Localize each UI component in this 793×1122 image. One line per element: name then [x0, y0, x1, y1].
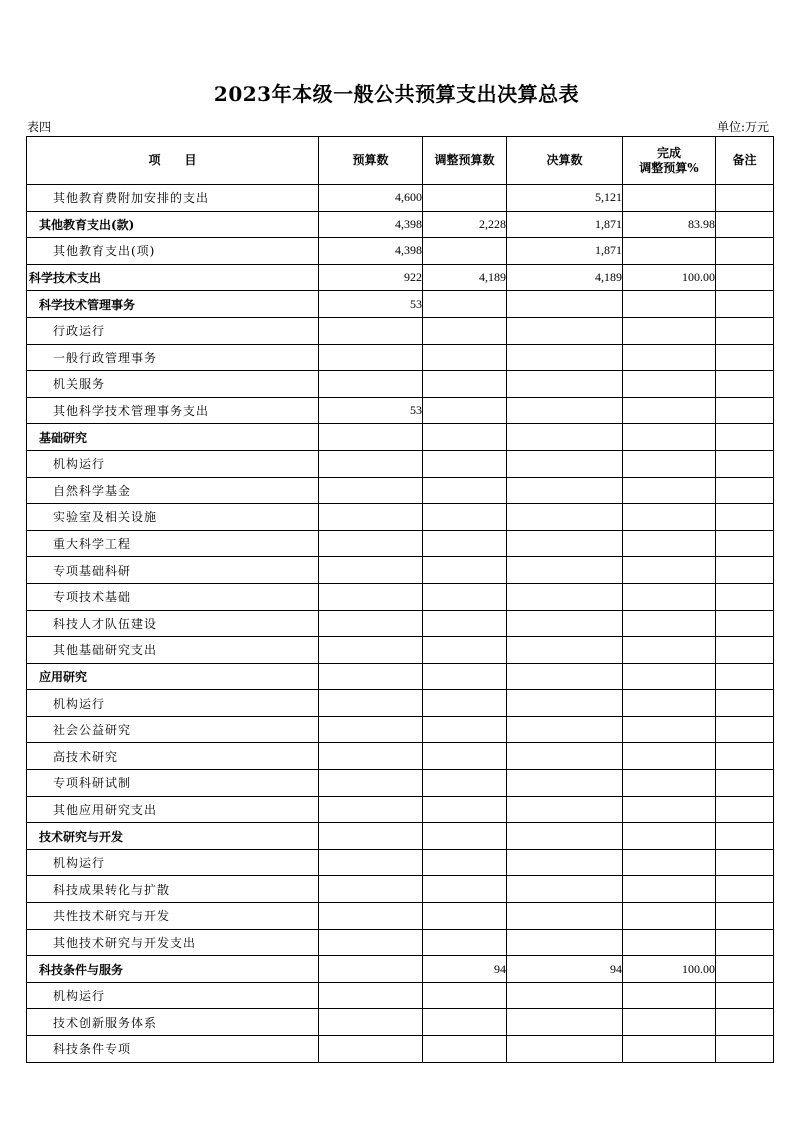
cell-remarks — [716, 1009, 774, 1036]
cell-adjusted: 2,228 — [423, 211, 507, 238]
cell-completion — [623, 185, 716, 212]
cell-remarks — [716, 716, 774, 743]
cell-budget — [319, 849, 423, 876]
table-header — [27, 137, 774, 185]
cell-item-name: 机构运行 — [27, 450, 319, 477]
table-body — [27, 185, 774, 1063]
cell-remarks — [716, 663, 774, 690]
cell-completion — [623, 903, 716, 930]
cell-budget — [319, 424, 423, 451]
table-row — [27, 637, 774, 664]
cell-adjusted — [423, 504, 507, 531]
cell-final — [507, 317, 623, 344]
cell-budget — [319, 450, 423, 477]
cell-adjusted — [423, 1009, 507, 1036]
cell-item-name: 专项科研试制 — [27, 770, 319, 797]
cell-budget — [319, 344, 423, 371]
cell-final — [507, 982, 623, 1009]
header-budget: 预算数 — [319, 137, 423, 185]
cell-final — [507, 716, 623, 743]
cell-budget — [319, 504, 423, 531]
cell-remarks — [716, 796, 774, 823]
table-row — [27, 371, 774, 398]
cell-adjusted — [423, 876, 507, 903]
cell-budget — [319, 637, 423, 664]
cell-remarks — [716, 371, 774, 398]
cell-adjusted — [423, 477, 507, 504]
cell-final — [507, 291, 623, 318]
cell-remarks — [716, 504, 774, 531]
cell-remarks — [716, 238, 774, 265]
cell-final — [507, 530, 623, 557]
cell-remarks — [716, 982, 774, 1009]
table-label: 表四 — [27, 120, 52, 134]
cell-item-name: 其他基础研究支出 — [27, 637, 319, 664]
cell-remarks — [716, 557, 774, 584]
budget-table — [26, 136, 774, 1063]
cell-item-name: 行政运行 — [27, 317, 319, 344]
table-row — [27, 477, 774, 504]
cell-remarks — [716, 743, 774, 770]
cell-item-name: 重大科学工程 — [27, 530, 319, 557]
cell-completion: 100.00 — [623, 956, 716, 983]
cell-budget: 53 — [319, 397, 423, 424]
cell-remarks — [716, 929, 774, 956]
cell-completion — [623, 424, 716, 451]
table-row — [27, 663, 774, 690]
cell-remarks — [716, 424, 774, 451]
table-row — [27, 450, 774, 477]
cell-final — [507, 477, 623, 504]
cell-final — [507, 450, 623, 477]
cell-adjusted — [423, 929, 507, 956]
cell-final — [507, 929, 623, 956]
cell-item-name: 专项技术基础 — [27, 583, 319, 610]
cell-adjusted — [423, 397, 507, 424]
cell-completion — [623, 876, 716, 903]
table-row — [27, 583, 774, 610]
cell-completion — [623, 530, 716, 557]
cell-remarks — [716, 264, 774, 291]
cell-final — [507, 397, 623, 424]
cell-remarks — [716, 450, 774, 477]
cell-adjusted — [423, 583, 507, 610]
table-row — [27, 344, 774, 371]
cell-remarks — [716, 185, 774, 212]
header-completion-line1: 完成 — [656, 145, 681, 160]
cell-remarks — [716, 211, 774, 238]
cell-remarks — [716, 956, 774, 983]
cell-adjusted — [423, 690, 507, 717]
cell-item-name: 技术创新服务体系 — [27, 1009, 319, 1036]
cell-completion — [623, 743, 716, 770]
cell-final — [507, 344, 623, 371]
cell-budget — [319, 770, 423, 797]
table-row — [27, 557, 774, 584]
cell-item-name: 其他技术研究与开发支出 — [27, 929, 319, 956]
cell-item-name: 专项基础科研 — [27, 557, 319, 584]
cell-final — [507, 876, 623, 903]
table-row — [27, 849, 774, 876]
cell-item-name: 科学技术支出 — [27, 264, 319, 291]
cell-item-name: 机关服务 — [27, 371, 319, 398]
cell-completion — [623, 477, 716, 504]
cell-budget — [319, 796, 423, 823]
cell-budget — [319, 317, 423, 344]
cell-final — [507, 796, 623, 823]
cell-remarks — [716, 823, 774, 850]
table-row — [27, 716, 774, 743]
cell-adjusted — [423, 317, 507, 344]
cell-completion — [623, 716, 716, 743]
cell-item-name: 科技条件与服务 — [27, 956, 319, 983]
cell-completion — [623, 929, 716, 956]
cell-item-name: 其他科学技术管理事务支出 — [27, 397, 319, 424]
cell-remarks — [716, 1036, 774, 1063]
cell-adjusted — [423, 743, 507, 770]
table-row — [27, 530, 774, 557]
cell-budget — [319, 903, 423, 930]
cell-item-name: 科技成果转化与扩散 — [27, 876, 319, 903]
cell-budget — [319, 956, 423, 983]
cell-adjusted — [423, 610, 507, 637]
table-row — [27, 823, 774, 850]
cell-item-name: 实验室及相关设施 — [27, 504, 319, 531]
cell-completion — [623, 371, 716, 398]
cell-item-name: 其他教育支出(款) — [27, 211, 319, 238]
cell-final: 1,871 — [507, 211, 623, 238]
cell-budget — [319, 610, 423, 637]
table-row — [27, 929, 774, 956]
cell-final — [507, 1036, 623, 1063]
cell-completion: 83.98 — [623, 211, 716, 238]
cell-completion — [623, 238, 716, 265]
cell-final — [507, 1009, 623, 1036]
cell-budget — [319, 929, 423, 956]
cell-final: 4,189 — [507, 264, 623, 291]
cell-item-name: 科学技术管理事务 — [27, 291, 319, 318]
cell-budget — [319, 716, 423, 743]
cell-final — [507, 903, 623, 930]
cell-remarks — [716, 770, 774, 797]
cell-final — [507, 663, 623, 690]
cell-final — [507, 557, 623, 584]
cell-completion — [623, 504, 716, 531]
cell-adjusted — [423, 823, 507, 850]
cell-remarks — [716, 344, 774, 371]
cell-budget: 4,600 — [319, 185, 423, 212]
header-remarks: 备注 — [716, 137, 774, 185]
cell-adjusted — [423, 770, 507, 797]
table-row — [27, 397, 774, 424]
table-row — [27, 610, 774, 637]
cell-budget — [319, 477, 423, 504]
cell-final — [507, 504, 623, 531]
cell-adjusted — [423, 530, 507, 557]
cell-adjusted — [423, 716, 507, 743]
cell-remarks — [716, 530, 774, 557]
cell-item-name: 自然科学基金 — [27, 477, 319, 504]
cell-adjusted — [423, 344, 507, 371]
cell-item-name: 基础研究 — [27, 424, 319, 451]
cell-completion — [623, 291, 716, 318]
cell-adjusted — [423, 1036, 507, 1063]
cell-completion — [623, 317, 716, 344]
cell-adjusted — [423, 849, 507, 876]
cell-final: 5,121 — [507, 185, 623, 212]
table-row — [27, 1009, 774, 1036]
cell-adjusted — [423, 903, 507, 930]
table-row — [27, 504, 774, 531]
cell-adjusted — [423, 663, 507, 690]
table-row — [27, 1036, 774, 1063]
cell-item-name: 机构运行 — [27, 690, 319, 717]
cell-completion — [623, 450, 716, 477]
cell-final — [507, 849, 623, 876]
cell-item-name: 应用研究 — [27, 663, 319, 690]
cell-adjusted — [423, 424, 507, 451]
cell-final — [507, 371, 623, 398]
table-row — [27, 211, 774, 238]
cell-completion — [623, 690, 716, 717]
cell-adjusted — [423, 291, 507, 318]
cell-final — [507, 743, 623, 770]
cell-item-name: 机构运行 — [27, 982, 319, 1009]
cell-budget: 53 — [319, 291, 423, 318]
cell-completion — [623, 982, 716, 1009]
cell-adjusted — [423, 796, 507, 823]
header-final: 决算数 — [507, 137, 623, 185]
cell-completion — [623, 849, 716, 876]
cell-adjusted: 94 — [423, 956, 507, 983]
cell-final — [507, 770, 623, 797]
cell-remarks — [716, 317, 774, 344]
cell-item-name: 高技术研究 — [27, 743, 319, 770]
cell-budget — [319, 823, 423, 850]
cell-completion — [623, 663, 716, 690]
table-row — [27, 770, 774, 797]
cell-completion — [623, 1009, 716, 1036]
cell-budget — [319, 530, 423, 557]
cell-remarks — [716, 583, 774, 610]
cell-budget — [319, 1036, 423, 1063]
cell-adjusted: 4,189 — [423, 264, 507, 291]
cell-item-name: 其他教育费附加安排的支出 — [27, 185, 319, 212]
cell-completion: 100.00 — [623, 264, 716, 291]
cell-item-name: 社会公益研究 — [27, 716, 319, 743]
cell-final: 94 — [507, 956, 623, 983]
header-completion — [623, 137, 716, 185]
table-row — [27, 903, 774, 930]
cell-adjusted — [423, 637, 507, 664]
cell-budget — [319, 663, 423, 690]
cell-final — [507, 610, 623, 637]
cell-final: 1,871 — [507, 238, 623, 265]
cell-remarks — [716, 849, 774, 876]
table-row — [27, 956, 774, 983]
cell-completion — [623, 583, 716, 610]
cell-completion — [623, 1036, 716, 1063]
cell-remarks — [716, 876, 774, 903]
cell-budget — [319, 876, 423, 903]
table-row — [27, 982, 774, 1009]
cell-adjusted — [423, 557, 507, 584]
cell-item-name: 其他教育支出(项) — [27, 238, 319, 265]
cell-remarks — [716, 690, 774, 717]
cell-adjusted — [423, 982, 507, 1009]
cell-budget — [319, 583, 423, 610]
cell-completion — [623, 557, 716, 584]
header-completion-line2: 调整预算% — [639, 160, 699, 175]
cell-completion — [623, 770, 716, 797]
cell-item-name: 共性技术研究与开发 — [27, 903, 319, 930]
cell-adjusted — [423, 450, 507, 477]
cell-item-name: 技术研究与开发 — [27, 823, 319, 850]
cell-budget — [319, 743, 423, 770]
table-row — [27, 291, 774, 318]
cell-completion — [623, 637, 716, 664]
cell-item-name: 科技人才队伍建设 — [27, 610, 319, 637]
cell-remarks — [716, 477, 774, 504]
cell-budget — [319, 690, 423, 717]
cell-budget — [319, 557, 423, 584]
cell-remarks — [716, 291, 774, 318]
cell-remarks — [716, 397, 774, 424]
header-adjusted: 调整预算数 — [423, 137, 507, 185]
cell-budget — [319, 1009, 423, 1036]
cell-item-name: 其他应用研究支出 — [27, 796, 319, 823]
cell-item-name: 机构运行 — [27, 849, 319, 876]
cell-final — [507, 424, 623, 451]
table-row — [27, 743, 774, 770]
cell-budget: 4,398 — [319, 238, 423, 265]
cell-completion — [623, 796, 716, 823]
cell-final — [507, 823, 623, 850]
table-row — [27, 424, 774, 451]
cell-completion — [623, 397, 716, 424]
table-row — [27, 238, 774, 265]
cell-budget: 922 — [319, 264, 423, 291]
cell-budget: 4,398 — [319, 211, 423, 238]
cell-completion — [623, 344, 716, 371]
cell-completion — [623, 823, 716, 850]
cell-final — [507, 690, 623, 717]
table-row — [27, 185, 774, 212]
table-row — [27, 796, 774, 823]
cell-remarks — [716, 637, 774, 664]
cell-final — [507, 637, 623, 664]
cell-budget — [319, 371, 423, 398]
cell-adjusted — [423, 371, 507, 398]
header-row — [27, 137, 774, 185]
cell-adjusted — [423, 185, 507, 212]
cell-item-name: 科技条件专项 — [27, 1036, 319, 1063]
cell-budget — [319, 982, 423, 1009]
cell-remarks — [716, 903, 774, 930]
unit-label: 单位:万元 — [716, 120, 769, 134]
table-row — [27, 690, 774, 717]
header-item: 项 目 — [27, 137, 319, 185]
cell-remarks — [716, 610, 774, 637]
cell-final — [507, 583, 623, 610]
table-row — [27, 264, 774, 291]
page-title: 2023年本级一般公共预算支出决算总表 — [213, 82, 580, 106]
cell-adjusted — [423, 238, 507, 265]
cell-completion — [623, 610, 716, 637]
cell-item-name: 一般行政管理事务 — [27, 344, 319, 371]
table-row — [27, 876, 774, 903]
table-row — [27, 317, 774, 344]
